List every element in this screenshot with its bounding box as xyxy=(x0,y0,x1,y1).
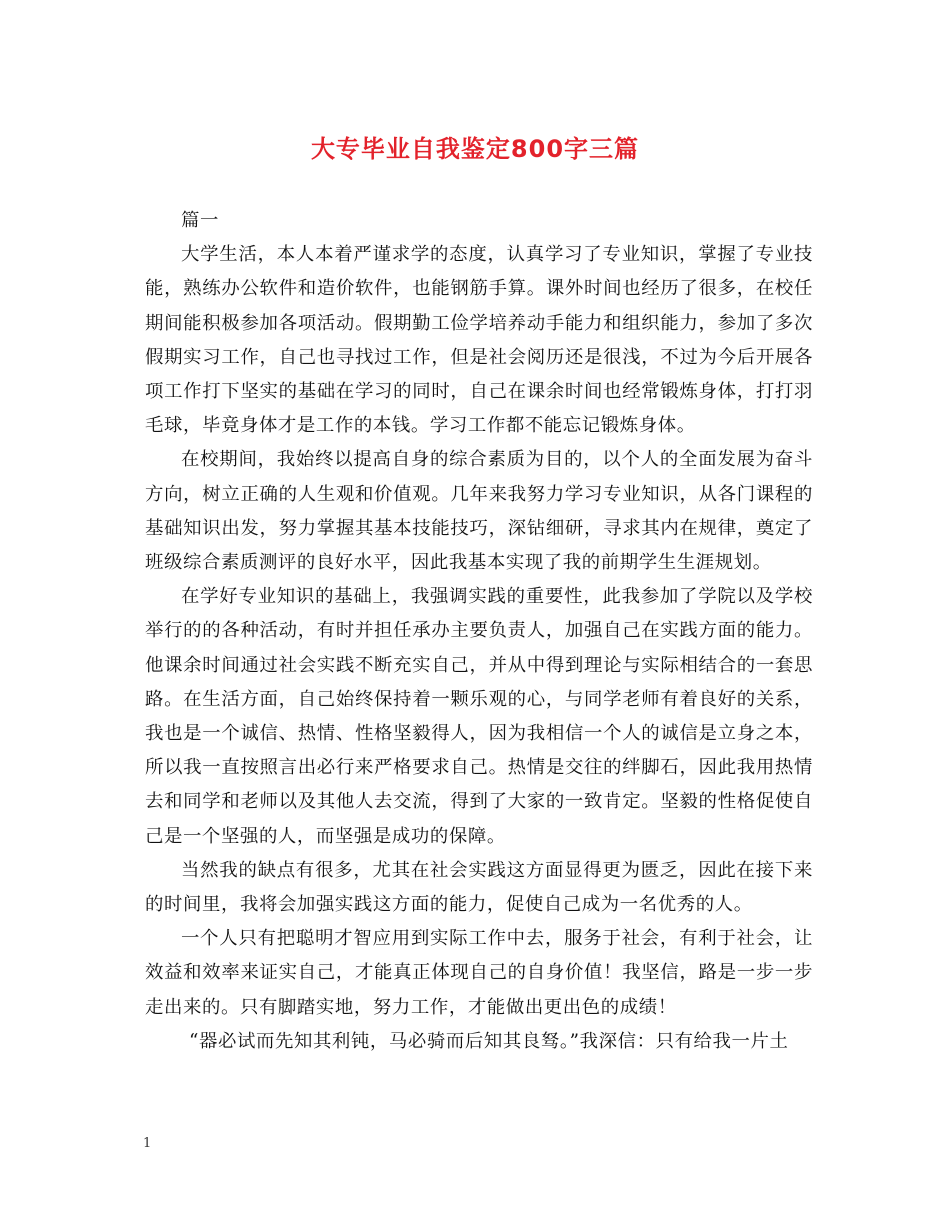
section-label: 篇一 xyxy=(181,210,219,231)
paragraph-1: 大学生活，本人本着严谨求学的态度，认真学习了专业知识，掌握了专业技能，熟练办公软件和造价软件，也能钢筋手算。课外时间也经历了很多，在校任期间能积极参加各项活动。假期勤工俭学培养动手能力和组织能力，参加了多次假期实习工作，自己也寻找过工作，但是社会阅历还是很浅，不过为今后开展各项工作打下坚实的基础在学习的同时，自己在课余时间也经常锻炼身体，打打羽毛球，毕竟身体才是工作的本钱。学习工作都不能忘记锻炼身体。 xyxy=(145,244,813,437)
page-number: 1 xyxy=(143,1136,152,1151)
paragraph-6: “器必试而先知其利钝，马必骑而后知其良驽。”我深信：只有给我一片土 xyxy=(189,1030,789,1052)
paragraph-3: 在学好专业知识的基础上，我强调实践的重要性，此我参加了学院以及学校举行的的各种活动，有时并担任承办主要负责人，加强自己在实践方面的能力。他课余时间通过社会实践不断充实自己，并从中得到理论与实际相结合的一套思路。在生活方面，自己始终保持着一颗乐观的心，与同学老师有着良好的关系，我也是一个诚信、热情、性格坚毅得人，因为我相信一个人的诚信是立身之本，所以我一直按照言出必行来严格要求自己。热情是交往的绊脚石，因此我用热情去和同学和老师以及其他人去交流，得到了大家的一致肯定。坚毅的性格促使自己是一个坚强的人，而坚强是成功的保障。 xyxy=(145,586,813,847)
paragraph-4: 当然我的缺点有很多，尤其在社会实践这方面显得更为匮乏，因此在接下来的时间里，我将会加强实践这方面的能力，促使自己成为一名优秀的人。 xyxy=(145,859,813,916)
document-body xyxy=(145,204,813,1059)
document-title: 大专毕业自我鉴定800字三篇 xyxy=(310,135,640,163)
paragraph-5: 一个人只有把聪明才智应用到实际工作中去，服务于社会，有利于社会，让效益和效率来证实自己，才能真正体现自己的自身价值！我坚信，路是一步一步走出来的。只有脚踏实地，努力工作，才能做出更出色的成绩！ xyxy=(145,928,813,1018)
paragraph-2: 在校期间，我始终以提高自身的综合素质为目的，以个人的全面发展为奋斗方向，树立正确的人生观和价值观。几年来我努力学习专业知识，从各门课程的基础知识出发，努力掌握其基本技能技巧，深钻细研，寻求其内在规律，奠定了班级综合素质测评的良好水平，因此我基本实现了我的前期学生生涯规划。 xyxy=(145,449,813,574)
